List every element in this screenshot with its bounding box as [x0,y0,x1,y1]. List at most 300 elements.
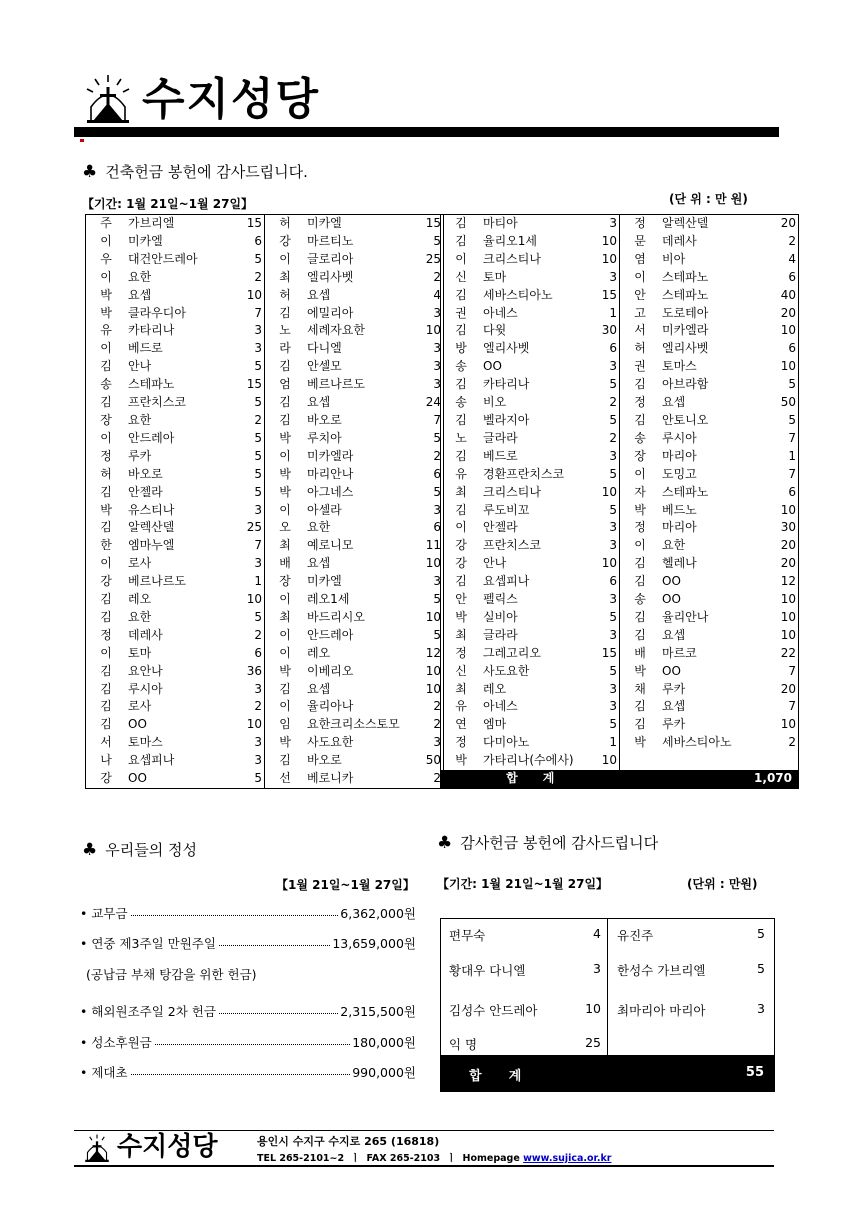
donor-surname: 유 [100,323,112,338]
donor-row [86,627,444,645]
donor-name: 베드로 [483,448,518,463]
donor-amount: 10 [585,752,620,770]
donor-surname: 박 [279,663,291,678]
donor-name: 스테파노 [128,377,175,392]
donor-surname: 선 [279,771,291,786]
offerings-period: 【1월 21일~1월 27일】 [276,878,415,892]
donor-row [86,448,444,466]
donor-amount: 12 [425,645,441,660]
donor-row [86,269,444,287]
donor-surname: 엄 [279,377,291,392]
donor-name: 다니엘 [307,341,342,356]
donor-amount: 3 [230,340,265,358]
homepage-link[interactable]: www.sujica.or.kr [523,1153,612,1164]
donor-surname: 장 [100,412,112,427]
thanks-name: 최마리아 마리아 [617,1003,706,1018]
donor-name: 사도요한 [307,735,354,750]
donor-name: 글로리아 [307,251,354,266]
donor-row [86,287,444,305]
thanks-value: 5 [757,961,765,976]
donor-surname: 권 [455,305,467,320]
donor-surname: 이 [279,502,291,517]
thanks-name: 익 명 [449,1037,478,1052]
donor-name: 베르나르도 [128,574,186,589]
donor-row [441,519,799,537]
donor-row [86,734,444,752]
donor-name: 로사 [128,699,152,714]
donor-amount: 15 [585,645,620,663]
donor-amount: 5 [230,609,265,627]
donor-amount: 3 [433,735,441,750]
donor-name: 레오 [128,592,152,607]
donor-name: 루카 [128,448,152,463]
donor-amount: 20 [780,556,796,571]
donor-amount: 3 [433,359,441,374]
donor-surname [620,752,661,770]
donor-surname: 허 [279,216,291,230]
donor-name: OO [662,592,681,607]
donor-amount: 3 [433,305,441,320]
donor-name: 요셉 [307,287,331,302]
donor-name: 프란치스코 [483,538,541,553]
donor-name: 율리안나 [662,609,709,624]
donor-amount: 2 [585,394,620,412]
donor-row [441,376,799,394]
donor-amount: 15 [585,287,620,305]
donor-surname: 정 [455,645,467,660]
donor-surname: 박 [634,735,646,750]
donor-surname: 강 [100,574,112,589]
donor-amount: 10 [585,484,620,502]
donor-row [441,233,799,251]
donor-name: 아네스 [483,699,518,714]
donor-amount: 5 [230,358,265,376]
red-mark [80,139,84,142]
donor-surname: 김 [279,305,291,320]
donor-surname: 박 [279,735,291,750]
donor-row [441,502,799,520]
donor-name: 미카엘 [307,574,342,589]
donor-name: 바오로 [307,753,342,768]
donor-amount: 6 [788,484,796,499]
donor-surname: 이 [634,269,646,284]
donor-name: 로사 [128,556,152,571]
donor-surname: 김 [455,233,467,248]
donor-row [86,573,444,591]
donor-surname: 이 [455,520,467,535]
donor-row [86,394,444,412]
donor-surname: 강 [455,556,467,571]
donor-name: 가브리엘 [128,216,175,230]
donor-amount: 3 [230,322,265,340]
donor-amount: 1 [230,573,265,591]
donor-amount: 10 [780,592,796,607]
donor-amount: 20 [780,216,796,230]
parish-title: 수지성당 [142,74,321,125]
donor-surname: 김 [634,627,646,642]
donor-name: 요한크리소스토모 [307,717,400,732]
donor-amount: 5 [230,448,265,466]
donor-amount: 5 [230,770,265,788]
building-fund-period: 【기간: 1월 21일~1월 27일】 [82,197,254,211]
donor-surname: 김 [634,574,646,589]
donor-surname: 이 [634,538,646,553]
donor-name: 안토니오 [662,412,709,427]
donor-name: 클라우디아 [128,305,186,320]
donor-name: 대건안드레아 [128,251,198,266]
donor-name: 요안나 [128,663,163,678]
donor-surname: 박 [455,753,467,768]
donor-surname: 박 [279,466,291,481]
donor-surname: 이 [279,645,291,660]
donor-surname: 최 [279,538,291,553]
donor-surname: 강 [100,771,112,786]
donor-surname: 김 [100,520,112,535]
thanks-total-value: 55 [745,1065,764,1080]
donor-surname: 허 [279,287,291,302]
donor-row [441,627,799,645]
donor-name [660,752,764,770]
donor-name: 요셉피나 [483,574,530,589]
donor-name: 크리스티나 [483,251,541,266]
donor-name: 세례자요한 [307,323,365,338]
donor-name: 루카 [662,681,686,696]
thanks-value: 10 [585,1001,601,1016]
donor-amount: 30 [780,520,796,535]
donor-surname: 김 [634,412,646,427]
donor-surname: 권 [634,359,646,374]
donor-surname: 정 [634,520,646,535]
donor-name: 요셉피나 [128,753,175,768]
donor-amount: 1 [585,305,620,323]
donor-amount: 3 [585,519,620,537]
total-label: 합 계 [441,770,620,788]
donor-name: 안젤라 [128,484,163,499]
donor-surname: 김 [279,412,291,427]
donor-name: 안나 [128,359,152,374]
donor-amount: 7 [230,537,265,555]
donor-amount: 3 [230,502,265,520]
donor-amount: 50 [780,395,796,410]
donor-row [86,322,444,340]
donor-row [86,752,444,770]
offerings-heading [82,840,197,860]
donor-name: 도밍고 [662,466,697,481]
donor-amount: 5 [585,663,620,681]
donor-row [441,537,799,555]
thanks-value: 3 [757,1001,765,1016]
donor-amount: 36 [230,663,265,681]
donor-surname: 박 [634,663,646,678]
donor-row [86,591,444,609]
donor-row [86,770,444,788]
donor-name: 루시아 [128,681,163,696]
donor-name: 알렉산델 [662,216,709,230]
donor-surname: 이 [279,627,291,642]
donor-surname: 박 [455,609,467,624]
donor-surname: 송 [455,359,467,374]
donor-name: 예로니모 [307,538,354,553]
donor-amount: 3 [585,269,620,287]
donor-name: 마르티노 [307,233,354,248]
donor-surname: 고 [634,305,646,320]
donor-amount: 24 [425,395,441,410]
donor-amount: 3 [585,215,620,233]
donor-name: 비오 [483,395,507,410]
donor-row [441,466,799,484]
donor-name: 아셀라 [307,502,342,517]
donor-amount: 5 [230,394,265,412]
donor-amount: 5 [433,430,441,445]
donor-name: 레오1세 [307,592,350,607]
thanks-name: 황대우 다니엘 [449,963,526,978]
donor-name: 카타리나 [483,377,530,392]
donor-amount: 10 [425,609,441,624]
donor-row [441,412,799,430]
donor-amount: 7 [788,699,796,714]
donor-amount: 5 [788,412,796,427]
donor-row [86,233,444,251]
thanks-total-label: 합 계 [469,1069,522,1084]
donor-surname: 김 [100,609,112,624]
donor-amount: 6 [788,269,796,284]
donor-name: 안셀모 [307,359,342,374]
donor-surname: 이 [100,269,112,284]
donor-name: 토마 [128,645,152,660]
donor-amount: 2 [788,735,796,750]
donor-name: 유스티나 [128,502,175,517]
donor-name: 에밀리아 [307,305,354,320]
donor-name: 프란치스코 [128,395,186,410]
bulletin-date: 2019.2.03 [710,125,778,139]
donor-amount: 7 [788,466,796,481]
donor-surname: 김 [634,377,646,392]
donor-surname: 허 [634,341,646,356]
donor-surname: 강 [279,233,291,248]
donor-row [441,305,799,323]
church-logo-icon [83,1133,111,1163]
donor-row [86,215,444,233]
club-icon: ♣ [82,840,98,860]
donor-name: 안나 [483,556,507,571]
donor-row [86,305,444,323]
building-fund-title: 건축헌금 봉헌에 감사드립니다. [105,163,308,181]
club-icon: ♣ [437,833,453,853]
donor-name: 율리오1세 [483,233,538,248]
donor-surname: 신 [455,663,467,678]
donor-amount: 2 [788,233,796,248]
donor-surname: 김 [100,395,112,410]
donor-row [441,663,799,681]
donor-amount: 3 [585,627,620,645]
donor-amount: 12 [780,574,796,589]
thanks-value: 5 [757,926,765,941]
donor-amount: 5 [585,609,620,627]
donor-name: 율리아나 [307,699,354,714]
thanks-name: 편무숙 [449,928,486,943]
donor-name: 요셉 [662,699,686,714]
donor-surname: 배 [279,556,291,571]
donor-surname: 이 [100,341,112,356]
donor-amount: 10 [780,359,796,374]
donor-name: 안드레아 [307,627,354,642]
donor-name: 요셉 [128,287,152,302]
donor-amount: 3 [230,752,265,770]
donor-row [441,269,799,287]
donor-surname: 박 [100,287,112,302]
donor-amount: 3 [585,698,620,716]
donor-amount: 6 [585,573,620,591]
donor-amount [764,752,799,770]
donor-amount: 10 [780,609,796,624]
donor-surname: 안 [634,287,646,302]
donor-name: 엘리사벳 [662,341,709,356]
building-fund-table-right [440,214,799,789]
thanks-unit: (단위 : 만원) [687,877,758,891]
donor-surname: 김 [634,699,646,714]
donor-name: 이베리오 [307,663,354,678]
donor-surname: 이 [100,430,112,445]
donor-amount: 5 [585,412,620,430]
donor-surname: 오 [279,520,291,535]
donor-amount: 4 [788,251,796,266]
donor-amount: 4 [433,287,441,302]
donor-row [441,645,799,663]
donor-name: 실비아 [483,609,518,624]
building-fund-table-left [85,214,444,789]
donor-name: 요셉 [662,627,686,642]
donor-amount: 3 [433,574,441,589]
donor-amount: 3 [230,555,265,573]
thanks-name: 한성수 가브리엘 [617,963,706,978]
donor-surname: 김 [100,717,112,732]
offering-note: (공납금 부채 탕감을 위한 헌금) [86,967,257,982]
donor-row [441,215,799,233]
thanks-period: 【기간: 1월 21일~1월 27일】 [437,877,609,891]
donor-surname: 이 [279,592,291,607]
donor-row [86,484,444,502]
church-logo-icon [83,73,133,125]
donor-surname: 최 [279,269,291,284]
donor-name: 요셉 [307,556,331,571]
donor-amount: 25 [425,251,441,266]
donor-amount: 5 [230,466,265,484]
footer-parish-title: 수지성당 [117,1132,218,1162]
donor-surname: 나 [100,753,112,768]
donor-surname: 김 [455,574,467,589]
donor-name: 안드레아 [128,430,175,445]
donor-amount: 7 [433,412,441,427]
donor-name: 크리스티나 [483,484,541,499]
donor-surname: 김 [455,377,467,392]
donor-row [441,698,799,716]
donor-amount: 2 [230,269,265,287]
donor-surname: 최 [279,609,291,624]
donor-surname: 최 [455,681,467,696]
donor-surname: 노 [455,430,467,445]
donor-amount: 10 [780,627,796,642]
donor-surname: 김 [279,681,291,696]
donor-name: 아네스 [483,305,518,320]
donor-amount: 5 [433,233,441,248]
donor-surname: 김 [634,717,646,732]
donor-row [441,448,799,466]
donor-name: OO [662,574,681,589]
donor-amount: 2 [433,448,441,463]
donor-surname: 송 [634,592,646,607]
donor-amount: 7 [230,305,265,323]
footer-contact [257,1153,612,1165]
donor-name: 미카엘 [307,216,342,230]
donor-row [86,466,444,484]
donor-surname: 김 [455,216,467,230]
donor-name: 요한 [128,412,152,427]
donor-name: 아브라함 [662,377,709,392]
donor-name: 미카엘라 [307,448,354,463]
donor-amount: 5 [433,592,441,607]
donor-amount: 10 [780,502,796,517]
donor-surname: 김 [634,609,646,624]
donor-amount: 3 [433,502,441,517]
donor-amount: 5 [230,430,265,448]
donor-name: 바오로 [307,412,342,427]
donor-surname: 김 [634,556,646,571]
donor-name: OO [483,359,502,374]
donor-name: 엘리사벳 [307,269,354,284]
donor-surname: 염 [634,251,646,266]
building-fund-unit: (단 위 : 만 원) [669,192,748,206]
donor-surname: 박 [279,484,291,499]
donor-amount: 1 [585,734,620,752]
donor-name: 토마 [483,269,507,284]
donor-surname: 서 [100,735,112,750]
donor-row [86,519,444,537]
donor-name: 마르코 [662,645,697,660]
donor-name: OO [128,771,147,786]
donor-amount: 5 [585,466,620,484]
donor-name: 베드노 [662,502,697,517]
donor-surname: 정 [100,448,112,463]
donor-row [441,591,799,609]
donor-surname: 이 [455,251,467,266]
building-fund-heading [82,162,308,182]
donor-name: 스테파노 [662,484,709,499]
donor-amount: 10 [780,717,796,732]
donor-amount: 7 [788,430,796,445]
donor-amount: 3 [585,681,620,699]
donor-name: 카타리나 [128,323,175,338]
donor-amount: 22 [780,645,796,660]
donor-surname: 문 [634,233,646,248]
donor-surname: 유 [455,699,467,714]
donor-name: 마리아 [662,448,697,463]
donor-row [441,394,799,412]
donor-amount: 3 [585,537,620,555]
donor-amount: 2 [433,269,441,284]
donor-amount: 2 [230,412,265,430]
donor-surname: 김 [100,592,112,607]
donor-surname: 주 [100,216,112,230]
donor-name: OO [662,663,681,678]
donor-surname: 허 [100,466,112,481]
donor-name: 레오 [483,681,507,696]
donor-amount: 5 [230,251,265,269]
donor-name: 베드로 [128,341,163,356]
donor-amount: 10 [425,556,441,571]
footer-address: 용인시 수지구 수지로 265 (16818) [257,1135,440,1148]
donor-row [441,716,799,734]
donor-name: 가타리나(수에사) [483,753,574,768]
